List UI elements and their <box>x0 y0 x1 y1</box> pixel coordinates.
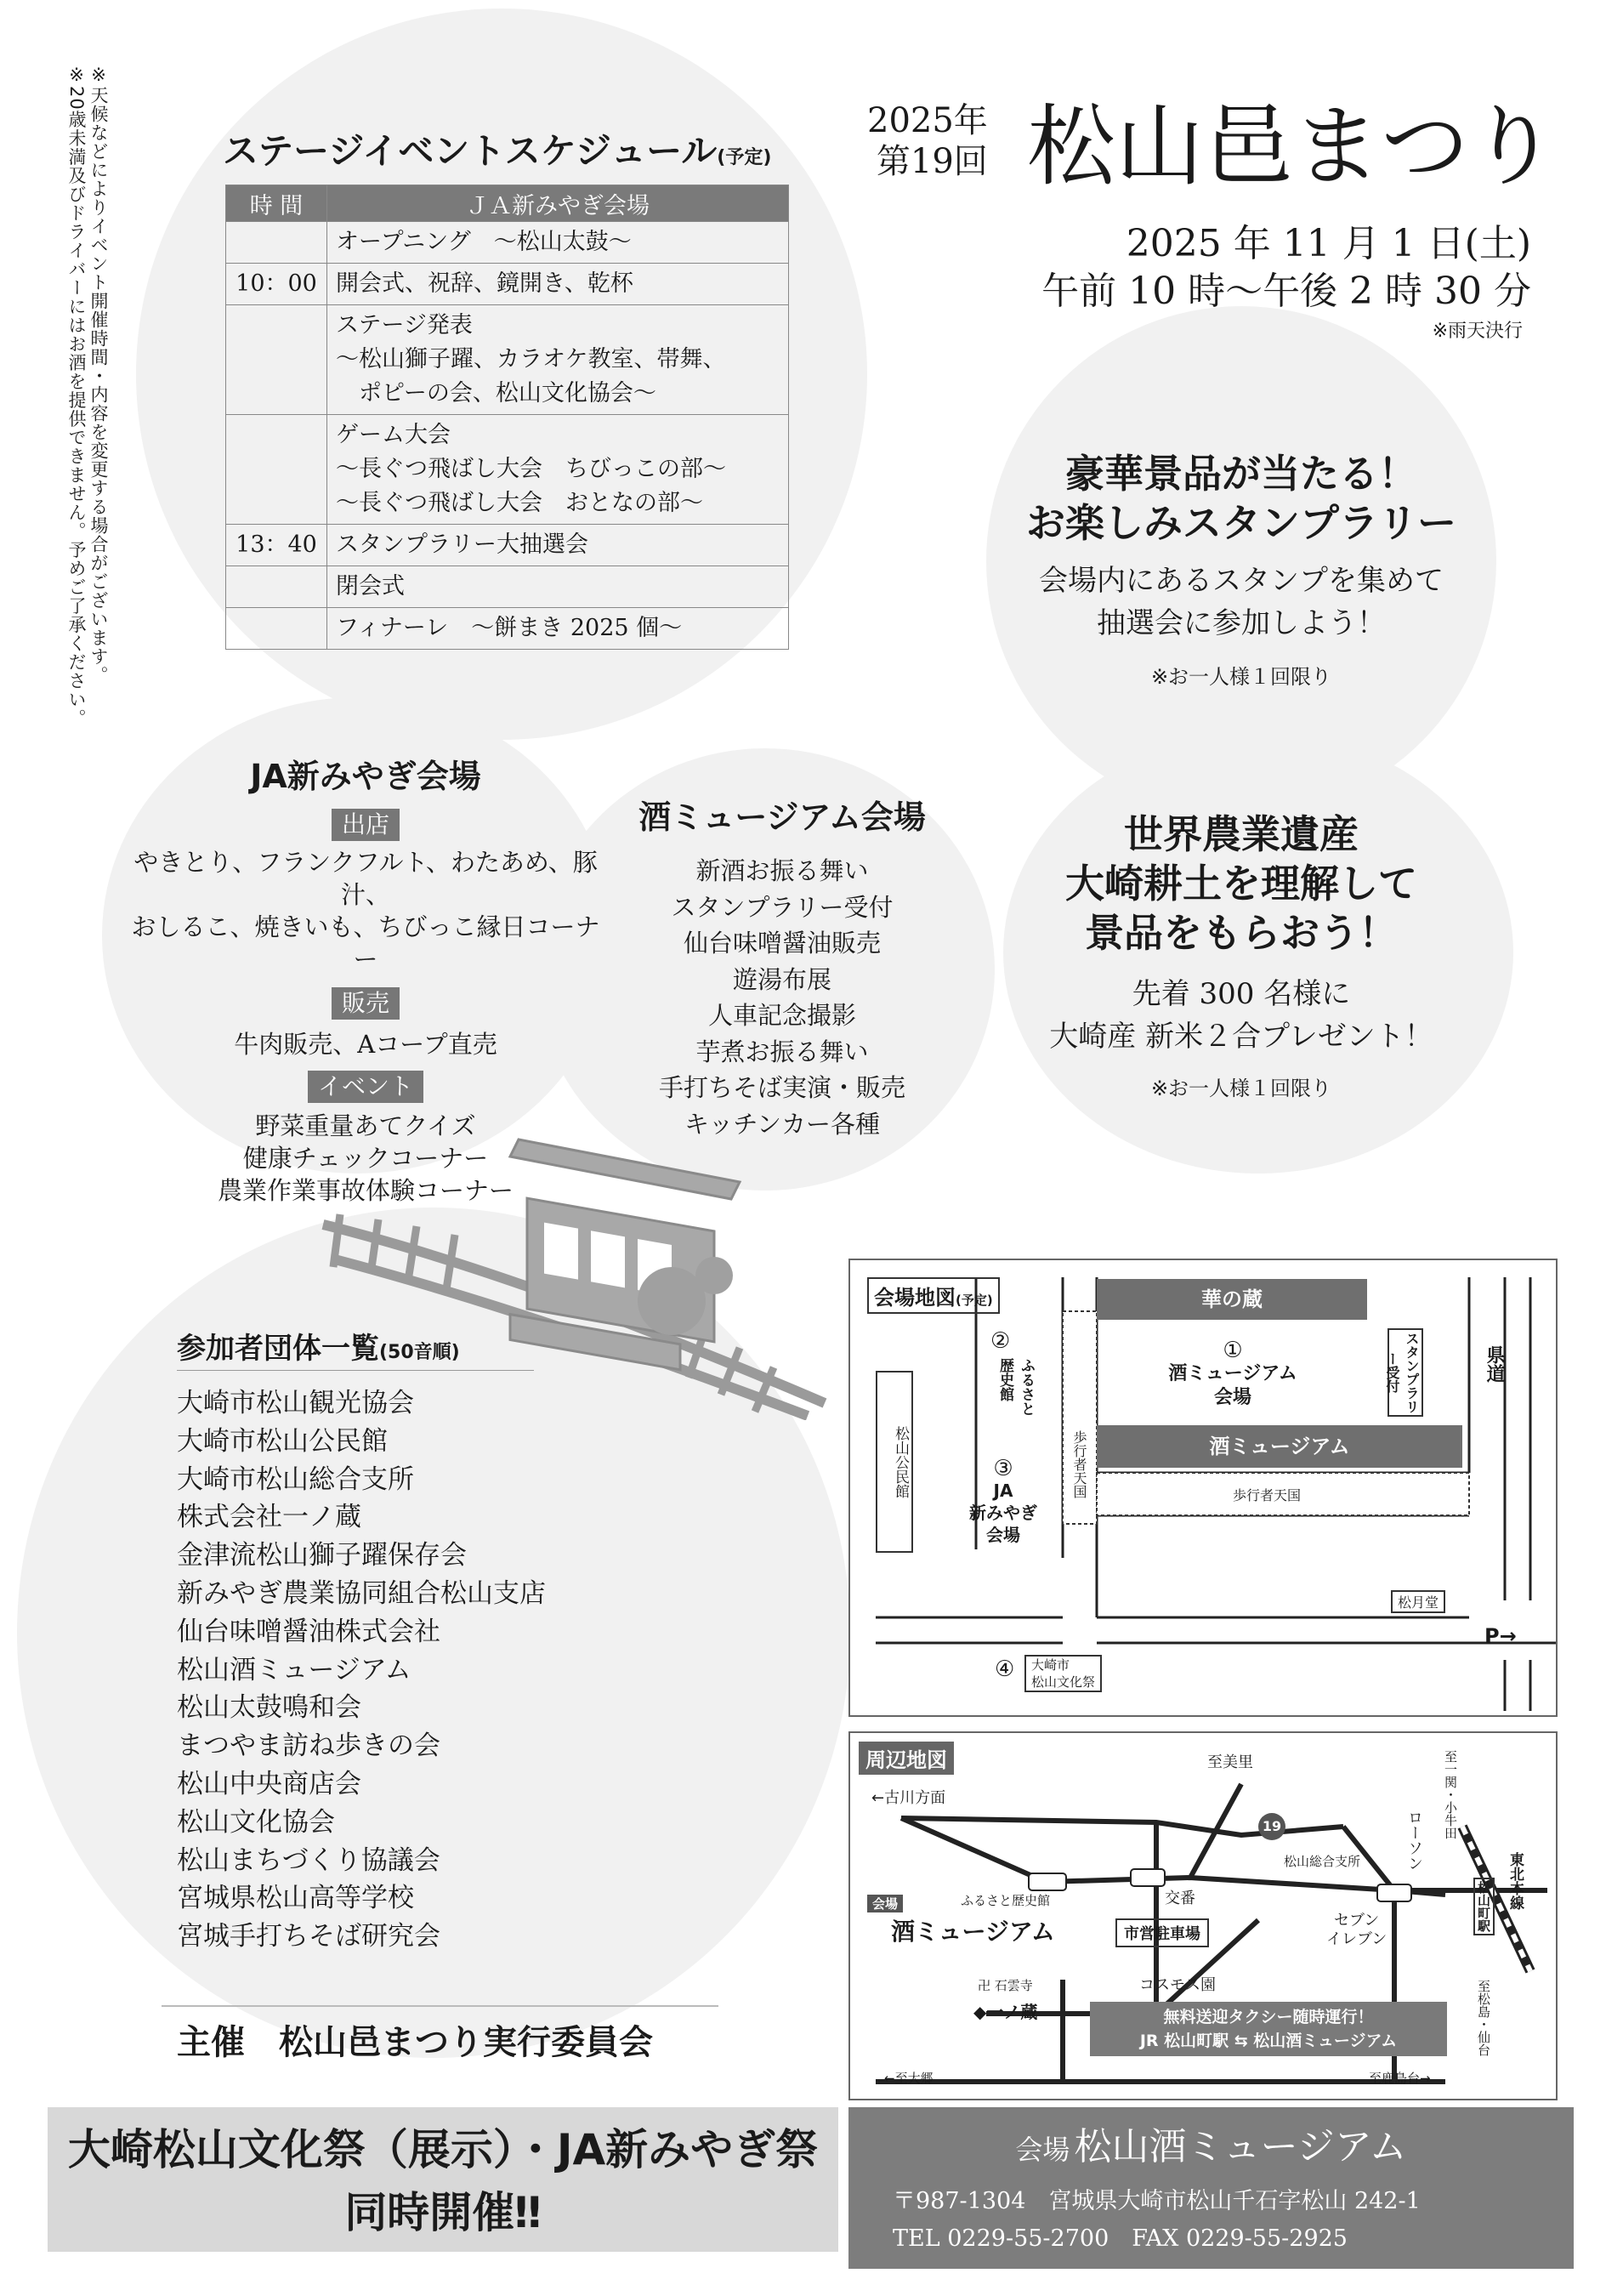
schedule-item <box>327 222 789 264</box>
schedule-item <box>327 608 789 650</box>
list-item: 新みやぎ農業協同組合松山支店 <box>177 1577 546 1609</box>
schedule-item <box>327 525 789 566</box>
marker-3-number: ③ <box>993 1456 1013 1481</box>
kendo-text: 県道 <box>1484 1345 1505 1383</box>
list-item: 人車記念撮影 <box>707 1001 856 1030</box>
venue-name: 松山酒ミュージアム <box>1074 2125 1407 2168</box>
kominkan-text: 松山公民館 <box>892 1425 909 1498</box>
organizer: 主催 松山邑まつり実行委員会 <box>177 2023 653 2062</box>
venue-marker-3 <box>944 1458 1063 1546</box>
schedule-title-note: (予定) <box>717 147 772 168</box>
stamp-rally-section <box>961 449 1522 690</box>
schedule-time <box>226 415 327 525</box>
event-line-2: 健康チェックコーナー <box>242 1144 489 1173</box>
list-item: 新酒お振る舞い <box>695 856 869 885</box>
pedestrian-h-text: 歩行者天国 <box>1233 1487 1302 1503</box>
sake-venue-section <box>595 791 969 1142</box>
heritage-body-2: 大崎産 新米２合プレゼント！ <box>1049 1020 1433 1054</box>
hananokura-text: 華の蔵 <box>1201 1287 1263 1311</box>
heritage-heading-1: 世界農業遺産 <box>1124 811 1359 857</box>
page-title: 松山邑まつり <box>1027 94 1558 198</box>
schedule-line: フィナーレ ～餅まき 2025 個～ <box>336 615 683 641</box>
schedule-line: ゲーム大会 <box>336 422 451 448</box>
kaijo-arrow <box>867 1895 903 1912</box>
schedule-row <box>226 305 789 415</box>
list-item: まつやま訪ね歩きの会 <box>177 1731 440 1762</box>
groups-list <box>177 1384 546 1956</box>
list-item: 株式会社一ノ蔵 <box>177 1502 361 1533</box>
marker-1-number: ① <box>1223 1338 1243 1363</box>
schedule-row <box>226 415 789 525</box>
concurrent-event-line-1: 大崎松山文化祭（展示）・JA新みやぎ祭 <box>67 2125 819 2174</box>
ichinokura-label: ◆一ノ蔵 <box>973 2002 1038 2022</box>
bunkasai-text-2: 松山文化祭 <box>1031 1674 1096 1690</box>
event-line-3: 農業作業事故体験コーナー <box>217 1176 514 1205</box>
to-furukawa: ←古川方面 <box>871 1789 946 1807</box>
list-item: 大崎市松山公民館 <box>177 1425 388 1457</box>
kouban-label: 交番 <box>1165 1890 1195 1907</box>
area-map-title <box>859 1742 954 1775</box>
divider <box>162 2005 718 2007</box>
schedule-line: ポピーの会、松山文化協会～ <box>336 380 656 406</box>
schedule-col-time: 時 間 <box>226 185 327 222</box>
schedule-line: ～長ぐつ飛ばし大会 おとなの部～ <box>336 490 703 516</box>
rail-car-illustration <box>315 1131 842 1420</box>
heritage-heading-2: 大崎耕土を理解して <box>1065 861 1417 906</box>
schedule-line: ～長ぐつ飛ばし大会 ちびっこの部～ <box>336 456 726 482</box>
sekiunji-label: 卍 石雲寺 <box>978 1978 1033 1993</box>
list-item: 芋煮お振る舞い <box>695 1037 869 1066</box>
taxi-line-2: JR 松山町駅 ⇆ 松山酒ミュージアム <box>1139 2032 1398 2050</box>
route19-icon <box>1258 1813 1285 1840</box>
schedule-row <box>226 566 789 608</box>
list-item: スタンプラリー受付 <box>671 892 894 922</box>
kaijo-text: 会場 <box>872 1896 899 1912</box>
heritage-heading-3: 景品をもらおう！ <box>1085 910 1398 956</box>
shop-badge: 出店 <box>332 809 400 841</box>
sake-venue-list <box>595 853 969 1142</box>
venue-marker-4 <box>995 1657 1014 1682</box>
schedule-row <box>226 222 789 264</box>
stamp-desk-text: スタンプラリー受付 <box>1384 1332 1420 1413</box>
list-item: 松山太鼓鳴和会 <box>177 1692 361 1724</box>
list-item: 宮城手打ちそば研究会 <box>177 1921 440 1952</box>
venue-phone: TEL 0229-55-2700 FAX 0229-55-2925 <box>893 2225 1348 2252</box>
area-map <box>848 1731 1558 2100</box>
sake-venue-title: 酒ミュージアム会場 <box>638 798 926 836</box>
side-note <box>65 65 110 813</box>
area-museum-label: 酒ミュージアム <box>891 1918 1055 1946</box>
schedule-line: ～松山獅子躍、カラオケ教室、帯舞、 <box>336 346 726 372</box>
schedule-line: 閉会式 <box>336 573 405 600</box>
venue-info-box <box>848 2107 1574 2269</box>
marker-3-label-3: 会場 <box>986 1525 1020 1545</box>
shogetsudo-text: 松月堂 <box>1398 1594 1439 1611</box>
schedule-table <box>225 185 789 650</box>
list-item: 松山まちづくり協議会 <box>177 1844 440 1876</box>
area-map-title-text: 周辺地図 <box>865 1748 947 1772</box>
list-item: キッチンカー各種 <box>684 1109 880 1139</box>
schedule-item <box>327 305 789 415</box>
marker-1-label-1: 酒ミュージアム <box>1168 1363 1297 1384</box>
kominkan-label <box>876 1371 913 1553</box>
shop-line-2: おしるこ、焼きいも、ちびっこ縁日コーナー <box>131 912 600 974</box>
ja-venue-title: JA新みやぎ会場 <box>250 758 481 795</box>
parking-area-text: 市営駐車場 <box>1124 1925 1200 1943</box>
venue-map-title-note: (予定) <box>956 1293 993 1308</box>
groups-title-note: (50音順) <box>379 1342 460 1363</box>
list-item: 松山中央商店会 <box>177 1768 361 1799</box>
groups-title <box>177 1325 534 1371</box>
ichinoseki-label: 至一関・小牛田 <box>1443 1750 1458 1839</box>
schedule-time <box>226 305 327 415</box>
schedule-line: オープニング ～松山太鼓～ <box>336 229 632 255</box>
list-item: 遊湯布展 <box>732 964 831 994</box>
pedestrian-v-text: 歩行者天国 <box>1071 1430 1087 1498</box>
event-badge: イベント <box>308 1071 423 1103</box>
venue-marker-1 <box>1139 1338 1326 1410</box>
schedule-header-row <box>226 185 789 222</box>
rekishikan-label <box>995 1358 1037 1418</box>
marker-3-label-2: 新みやぎ <box>969 1503 1037 1523</box>
bunkasai-label <box>1024 1655 1102 1692</box>
schedule-time <box>226 566 327 608</box>
venue-map-title-text: 会場地図 <box>874 1286 956 1310</box>
schedule-col-venue: ＪＡ新みやぎ会場 <box>327 185 789 222</box>
title-year <box>867 100 988 182</box>
rekishikan-map-label: ふるさと歴史館 <box>961 1893 1051 1908</box>
list-item: 金津流松山獅子躍保存会 <box>177 1540 467 1571</box>
schedule-line: 開会式、祝辞、鏡開き、乾杯 <box>336 270 633 297</box>
schedule-row <box>226 608 789 650</box>
stamp-heading-2: お楽しみスタンプラリー <box>1026 500 1456 546</box>
stamp-heading-1: 豪華景品が当たる！ <box>1065 451 1417 497</box>
list-item: 宮城県松山高等学校 <box>177 1883 414 1914</box>
route19-text: 19 <box>1262 1818 1282 1834</box>
list-item: 仙台味噌醤油株式会社 <box>177 1616 440 1647</box>
schedule-time <box>226 608 327 650</box>
kendo-label <box>1481 1345 1507 1383</box>
sale-badge: 販売 <box>332 987 400 1020</box>
groups-title-text: 参加者団体一覧 <box>177 1332 379 1366</box>
station-label: 松山町駅 <box>1473 1878 1495 1935</box>
concurrent-event-line-2: 同時開催‼ <box>344 2188 542 2237</box>
shogetsudo-label <box>1391 1590 1445 1613</box>
eleven-text: イレブン <box>1326 1930 1387 1948</box>
list-item: 手打ちそば実演・販売 <box>658 1073 905 1102</box>
venue-marker-2 <box>990 1328 1010 1354</box>
schedule-row <box>226 264 789 305</box>
shop-line-1: やきとり、フランクフルト、わたあめ、豚汁、 <box>133 848 598 909</box>
schedule-item <box>327 415 789 525</box>
event-line-1: 野菜重量あてクイズ <box>255 1111 476 1140</box>
side-note-line: ※20歳未満及びドライバーにはお酒を提供できません。予めご了承ください。 <box>66 65 87 728</box>
to-osato-label: ←至大郷 <box>884 2071 934 2086</box>
parking-area-label <box>1115 1918 1209 1947</box>
museum-building-label <box>1097 1425 1462 1468</box>
list-item: 大崎市松山総合支所 <box>177 1463 414 1495</box>
venue-label: 会場 <box>1015 2134 1070 2166</box>
heritage-body-1: 先着 300 名様に <box>1132 977 1351 1011</box>
stamp-body-2: 抽選会に参加しよう！ <box>1097 606 1386 640</box>
pedestrian-label-h <box>1233 1485 1301 1504</box>
schedule-item <box>327 264 789 305</box>
schedule-time: 10：00 <box>226 264 327 305</box>
lawson-label: ローソン <box>1405 1810 1423 1871</box>
heritage-note: ※お一人様１回限り <box>1150 1077 1332 1100</box>
marker-4-number: ④ <box>995 1657 1015 1682</box>
schedule-time: 13：40 <box>226 525 327 566</box>
stamp-body-1: 会場内にあるスタンプを集めて <box>1039 564 1444 598</box>
stamp-note: ※お一人様１回限り <box>1150 665 1332 689</box>
rekishikan-text: ふるさと歴史館 <box>996 1358 1035 1416</box>
cosmos-label: コスモス園 <box>1139 1976 1216 1994</box>
museum-building-text: 酒ミュージアム <box>1209 1435 1350 1458</box>
schedule-line: スタンプラリー大抽選会 <box>336 531 588 558</box>
sale-line-1: 牛肉販売、Aコープ直売 <box>234 1030 497 1059</box>
event-date: 2025 年 11 月 1 日(土) <box>1126 222 1531 265</box>
schedule-title-text: ステージイベントスケジュール <box>223 130 718 172</box>
schedule-item <box>327 566 789 608</box>
schedule-line: ステージ発表 <box>336 312 473 338</box>
stamp-desk-label <box>1384 1328 1423 1417</box>
tohoku-line-label: 東北本線 <box>1507 1852 1524 1910</box>
marker-2-number: ② <box>990 1328 1011 1354</box>
schedule-title <box>223 123 771 174</box>
list-item: 大崎市松山観光協会 <box>177 1388 414 1418</box>
seven-text: セブン <box>1334 1912 1380 1929</box>
sogo-label: 松山総合支所 <box>1284 1854 1361 1869</box>
year: 2025年 <box>867 101 988 140</box>
taxi-banner <box>1090 2002 1447 2056</box>
venue-address: 〒987-1304 宮城県大崎市松山千石字松山 242-1 <box>893 2188 1421 2214</box>
list-item: 松山文化協会 <box>177 1806 335 1838</box>
rain-note: ※雨天決行 <box>1432 321 1523 342</box>
bunkasai-text-1: 大崎市 <box>1031 1657 1070 1673</box>
to-mitori: 至美里 <box>1207 1753 1253 1771</box>
list-item: 松山酒ミュージアム <box>177 1654 411 1685</box>
list-item: 仙台味噌醤油販売 <box>683 929 881 958</box>
hananokura-label <box>1097 1279 1367 1320</box>
marker-3-label-1: JA <box>993 1480 1013 1501</box>
marker-1-label-2: 会場 <box>1213 1387 1251 1408</box>
parking-text: P→ <box>1484 1624 1517 1648</box>
venue-map <box>848 1259 1558 1717</box>
heritage-section <box>961 810 1522 1101</box>
pedestrian-label-v <box>1070 1430 1089 1498</box>
taxi-line-1: 無料送迎タクシー随時運行！ <box>1163 2008 1374 2026</box>
parking-label <box>1484 1624 1517 1648</box>
to-sendai-label: 至松島・仙台 <box>1476 1980 1491 2056</box>
schedule-time <box>226 222 327 264</box>
venue-map-title <box>867 1277 1000 1314</box>
schedule-row <box>226 525 789 566</box>
side-note-line: ※天候などによりイベント開催時間・内容を変更する場合がございます。 <box>88 65 109 685</box>
seven-label <box>1326 1912 1387 1949</box>
edition: 第19回 <box>876 142 988 181</box>
event-time: 午前 10 時〜午後 2 時 30 分 <box>1041 270 1531 313</box>
to-kashimadai-label: 至鹿島台→ <box>1369 2071 1431 2086</box>
